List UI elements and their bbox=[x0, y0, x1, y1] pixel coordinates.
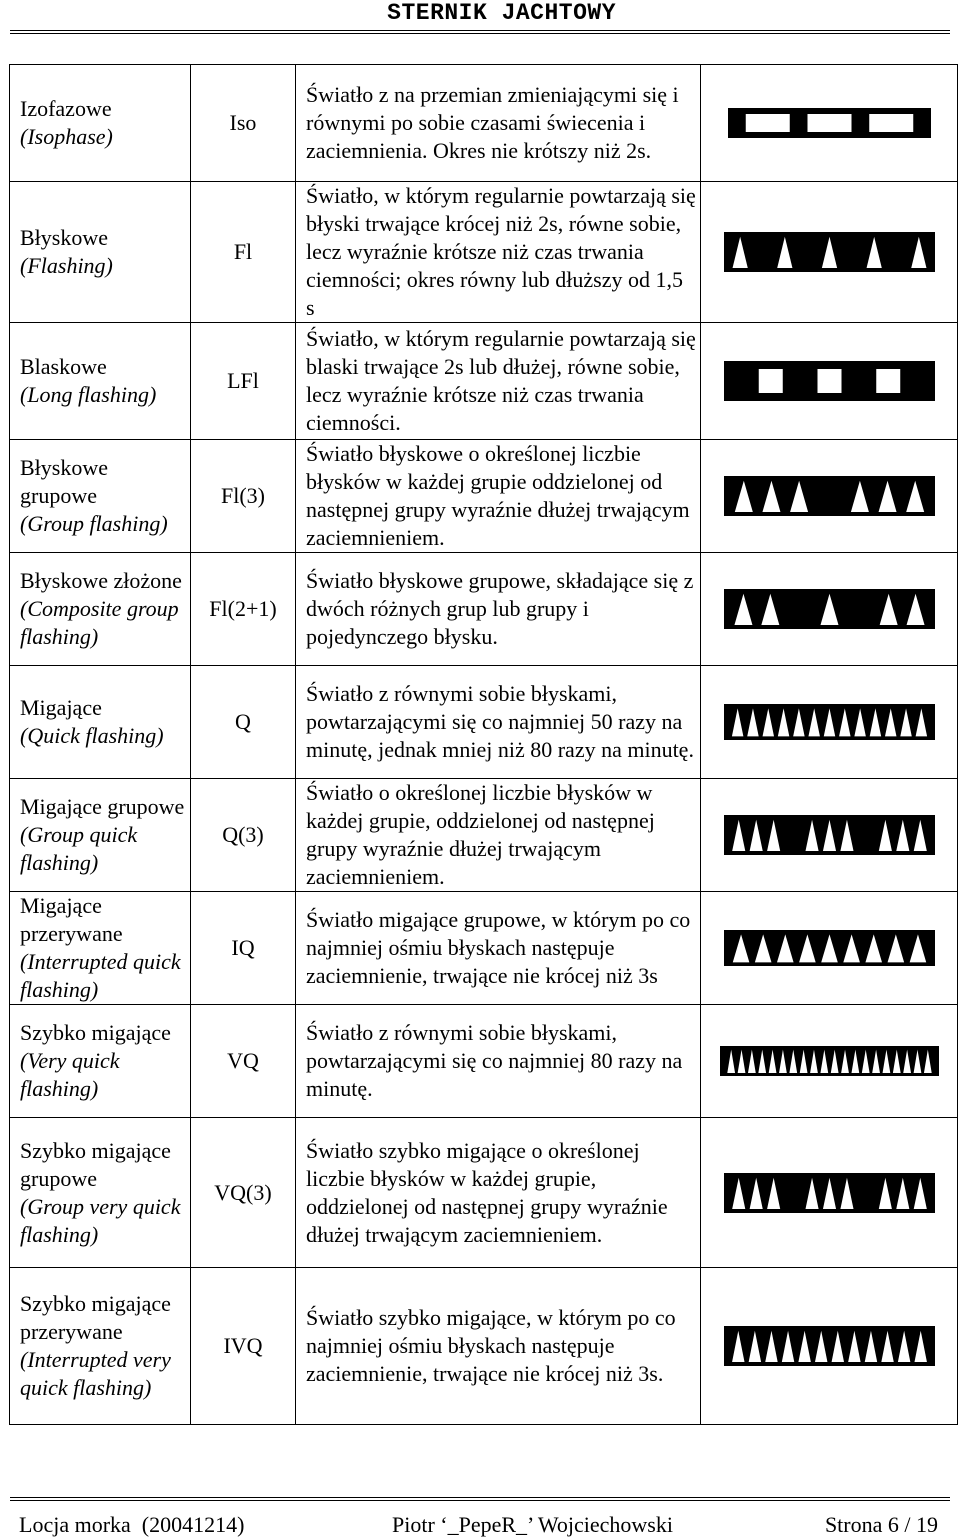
flash-mark bbox=[822, 1177, 835, 1208]
light-name-cell bbox=[10, 1268, 191, 1425]
flash-mark bbox=[831, 1331, 843, 1362]
light-pattern-graphic bbox=[724, 1326, 935, 1366]
flash-mark bbox=[779, 1050, 787, 1073]
light-pattern-cell bbox=[701, 1118, 958, 1268]
table-row bbox=[10, 323, 958, 440]
flash-mark bbox=[903, 1050, 911, 1073]
table-row bbox=[10, 1268, 958, 1425]
light-name-cell bbox=[10, 1005, 191, 1118]
flash-mark bbox=[805, 820, 818, 851]
light-description: Światło błyskowe grupowe, składające się z dwóch różnych grup lub grupy i pojedynczego błysku. bbox=[296, 553, 701, 666]
table-row bbox=[10, 1005, 958, 1118]
flash-mark bbox=[737, 1050, 745, 1073]
flash-mark bbox=[909, 934, 926, 962]
light-pattern-white-squares-icon bbox=[724, 361, 935, 401]
footer-page-number: Strona 6 / 19 bbox=[824, 1512, 938, 1537]
table-row bbox=[10, 892, 958, 1005]
flash-mark bbox=[821, 934, 838, 962]
flash-mark bbox=[913, 1050, 921, 1073]
flash-mark bbox=[884, 708, 895, 736]
light-block-mark bbox=[869, 114, 913, 132]
flash-mark bbox=[748, 1331, 760, 1362]
flash-mark bbox=[747, 1050, 755, 1073]
light-name-english: (Composite group flashing) bbox=[20, 596, 179, 649]
light-name-english: (Very quick flashing) bbox=[20, 1048, 120, 1101]
light-abbreviation: IVQ bbox=[191, 1268, 296, 1425]
light-name-cell bbox=[10, 1118, 191, 1268]
flash-mark bbox=[761, 594, 779, 625]
flash-mark bbox=[781, 1331, 793, 1362]
light-abbreviation: Q(3) bbox=[191, 779, 296, 892]
light-characteristics-table bbox=[9, 64, 958, 1425]
flash-mark bbox=[841, 1050, 849, 1073]
flash-mark bbox=[872, 1050, 880, 1073]
flash-mark bbox=[732, 1331, 744, 1362]
flash-mark bbox=[732, 237, 747, 268]
table-row bbox=[10, 440, 958, 553]
flash-mark bbox=[727, 1050, 735, 1073]
light-pattern-graphic bbox=[720, 1046, 939, 1076]
header-title: STERNIK JACHTOWY bbox=[387, 0, 616, 26]
table-row bbox=[10, 182, 958, 323]
light-square-mark bbox=[817, 369, 841, 393]
light-pattern-graphic bbox=[724, 1173, 935, 1213]
flash-mark bbox=[864, 1331, 876, 1362]
flash-mark bbox=[810, 1050, 818, 1073]
flash-mark bbox=[878, 1177, 891, 1208]
flash-mark bbox=[854, 708, 865, 736]
light-name-cell bbox=[10, 892, 191, 1005]
flash-mark bbox=[914, 1331, 926, 1362]
flash-mark bbox=[808, 708, 819, 736]
flash-mark bbox=[840, 1177, 853, 1208]
flash-mark bbox=[881, 1331, 893, 1362]
flash-mark bbox=[906, 481, 924, 512]
light-description: Światło migające grupowe, w którym po co najmniej ośmiu błyskach następuje zaciemnienie, trwające nie krócej niż 3s bbox=[296, 892, 701, 1005]
flash-mark bbox=[843, 934, 860, 962]
flash-mark bbox=[869, 708, 880, 736]
flash-mark bbox=[923, 1050, 931, 1073]
light-name-english: (Group flashing) bbox=[20, 511, 168, 536]
light-name-cell bbox=[10, 65, 191, 182]
header-rule bbox=[10, 30, 950, 37]
flash-mark bbox=[861, 1050, 869, 1073]
light-pattern-white-triangles-icon bbox=[720, 1046, 939, 1076]
flash-mark bbox=[879, 594, 897, 625]
light-pattern-cell bbox=[701, 779, 958, 892]
flash-mark bbox=[820, 1050, 828, 1073]
light-pattern-cell bbox=[701, 666, 958, 779]
flash-mark bbox=[789, 1050, 797, 1073]
light-name-english: (Quick flashing) bbox=[20, 723, 164, 748]
flash-mark bbox=[805, 1177, 818, 1208]
light-pattern-graphic bbox=[728, 108, 931, 138]
light-pattern-graphic bbox=[724, 476, 935, 516]
light-name-polish: Błyskowe grupowe bbox=[20, 455, 108, 508]
footer-left: Locja morka (20041214) bbox=[19, 1512, 245, 1537]
flash-mark bbox=[799, 934, 816, 962]
flash-mark bbox=[840, 820, 853, 851]
flash-mark bbox=[830, 1050, 838, 1073]
light-abbreviation: LFl bbox=[191, 323, 296, 440]
light-pattern-white-rectangles-icon bbox=[728, 108, 931, 138]
light-name-cell bbox=[10, 440, 191, 553]
flash-mark bbox=[776, 934, 793, 962]
light-abbreviation: Fl(3) bbox=[191, 440, 296, 553]
light-name-polish: Błyskowe złożone bbox=[20, 568, 182, 593]
table-row bbox=[10, 1118, 958, 1268]
light-description: Światło szybko migające, w którym po co najmniej ośmiu błyskach następuje zaciemnienie, trwające nie krócej niż 3s. bbox=[296, 1268, 701, 1425]
light-abbreviation: Fl bbox=[191, 182, 296, 323]
light-pattern-white-triangles-icon bbox=[724, 1173, 935, 1213]
light-abbreviation: IQ bbox=[191, 892, 296, 1005]
flash-mark bbox=[814, 1331, 826, 1362]
light-name-polish: Migające grupowe bbox=[20, 794, 185, 819]
light-pattern-white-triangles-icon bbox=[724, 815, 935, 855]
flash-mark bbox=[896, 820, 909, 851]
light-pattern-cell bbox=[701, 440, 958, 553]
flash-mark bbox=[900, 708, 911, 736]
flash-mark bbox=[822, 820, 835, 851]
flash-mark bbox=[732, 1177, 745, 1208]
light-name-cell bbox=[10, 666, 191, 779]
light-name-polish: Szybko migające przerywane bbox=[20, 1291, 171, 1344]
light-pattern-cell bbox=[701, 1268, 958, 1425]
light-name-cell bbox=[10, 182, 191, 323]
flash-mark bbox=[911, 237, 926, 268]
flash-mark bbox=[896, 1177, 909, 1208]
flash-mark bbox=[762, 481, 780, 512]
table-row bbox=[10, 666, 958, 779]
flash-mark bbox=[866, 237, 881, 268]
flash-mark bbox=[767, 820, 780, 851]
flash-mark bbox=[731, 708, 742, 736]
light-description: Światło z na przemian zmieniającymi się i równymi po sobie czasami świecenia i zaciemnienia. Okres nie krótszy niż 2s. bbox=[296, 65, 701, 182]
light-description: Światło z równymi sobie błyskami, powtarzającymi się co najmniej 80 razy na minutę. bbox=[296, 1005, 701, 1118]
light-name-english: (Group quick flashing) bbox=[20, 822, 138, 875]
light-name-english: (Flashing) bbox=[20, 253, 113, 278]
footer-rule bbox=[10, 1497, 950, 1504]
light-name-polish: Blaskowe bbox=[20, 354, 107, 379]
light-name-polish: Izofazowe bbox=[20, 96, 112, 121]
table-row bbox=[10, 553, 958, 666]
light-name-polish: Migające przerywane bbox=[20, 893, 123, 946]
light-description: Światło błyskowe o określonej liczbie błysków w każdej grupie oddzielonej od następnej grupy wyraźnie dłużej trwającym zaciemnieniem. bbox=[296, 440, 701, 553]
light-name-polish: Szybko migające grupowe bbox=[20, 1137, 171, 1191]
light-square-mark bbox=[876, 369, 900, 393]
light-pattern-graphic bbox=[724, 815, 935, 855]
flash-mark bbox=[878, 820, 891, 851]
flash-mark bbox=[799, 1050, 807, 1073]
light-square-mark bbox=[758, 369, 782, 393]
light-pattern-white-triangles-icon bbox=[724, 1326, 935, 1366]
light-pattern-cell bbox=[701, 182, 958, 323]
flash-mark bbox=[878, 481, 896, 512]
flash-mark bbox=[749, 1177, 762, 1208]
light-pattern-cell bbox=[701, 1005, 958, 1118]
flash-mark bbox=[793, 708, 804, 736]
flash-mark bbox=[820, 594, 838, 625]
flash-mark bbox=[839, 708, 850, 736]
light-abbreviation: VQ bbox=[191, 1005, 296, 1118]
flash-mark bbox=[768, 1050, 776, 1073]
flash-mark bbox=[762, 708, 773, 736]
flash-mark bbox=[882, 1050, 890, 1073]
flash-mark bbox=[767, 1177, 780, 1208]
page-footer bbox=[0, 1492, 960, 1540]
light-pattern-cell bbox=[701, 553, 958, 666]
flash-mark bbox=[732, 820, 745, 851]
flash-mark bbox=[850, 481, 868, 512]
flash-mark bbox=[848, 1331, 860, 1362]
light-name-english: (Long flashing) bbox=[20, 382, 157, 407]
flash-mark bbox=[790, 481, 808, 512]
light-description: Światło, w którym regularnie powtarzają się blaski trwające 2s lub dłużej, równe sobie, lecz wyraźnie krótsze niż czas trwania ciemności. bbox=[296, 323, 701, 440]
flash-mark bbox=[821, 237, 836, 268]
light-name-polish: Szybko migające bbox=[20, 1020, 171, 1045]
flash-mark bbox=[758, 1050, 766, 1073]
light-abbreviation: VQ(3) bbox=[191, 1118, 296, 1268]
flash-mark bbox=[897, 1331, 909, 1362]
light-description: Światło, w którym regularnie powtarzają się błyski trwające krócej niż 2s, równe sobie, lecz wyraźnie krótsze niż czas trwania ciemności; okres równy lub dłuższy od 1,5 s bbox=[296, 182, 701, 323]
light-pattern-cell bbox=[701, 65, 958, 182]
light-pattern-graphic bbox=[724, 232, 935, 272]
light-name-cell bbox=[10, 779, 191, 892]
flash-mark bbox=[754, 934, 771, 962]
table-row bbox=[10, 779, 958, 892]
light-pattern-white-triangles-icon bbox=[724, 589, 935, 629]
flash-mark bbox=[892, 1050, 900, 1073]
flash-mark bbox=[823, 708, 834, 736]
light-abbreviation: Q bbox=[191, 666, 296, 779]
flash-mark bbox=[865, 934, 882, 962]
light-name-english: (Isophase) bbox=[20, 124, 113, 149]
light-pattern-graphic bbox=[724, 589, 935, 629]
flash-mark bbox=[732, 934, 749, 962]
light-pattern-graphic bbox=[724, 704, 935, 740]
light-description: Światło szybko migające o określonej liczbie błysków w każdej grupie, oddzielonej od następnej grupy wyraźnie dłużej trwającym zaciemnieniem. bbox=[296, 1118, 701, 1268]
light-pattern-graphic bbox=[724, 930, 935, 966]
flash-mark bbox=[851, 1050, 859, 1073]
light-pattern-cell bbox=[701, 892, 958, 1005]
flash-mark bbox=[913, 820, 926, 851]
flash-mark bbox=[777, 237, 792, 268]
light-description: Światło z równymi sobie błyskami, powtarzającymi się co najmniej 50 razy na minutę, jednak mniej niż 80 razy na minutę. bbox=[296, 666, 701, 779]
light-block-mark bbox=[807, 114, 851, 132]
light-name-english: (Interrupted very quick flashing) bbox=[20, 1347, 171, 1400]
light-name-cell bbox=[10, 553, 191, 666]
flash-mark bbox=[734, 481, 752, 512]
page-header bbox=[0, 0, 960, 40]
light-name-english: (Interrupted quick flashing) bbox=[20, 949, 181, 1002]
light-name-polish: Migające bbox=[20, 695, 102, 720]
flash-mark bbox=[777, 708, 788, 736]
flash-mark bbox=[798, 1331, 810, 1362]
flash-mark bbox=[887, 934, 904, 962]
table-body bbox=[10, 65, 958, 1425]
light-abbreviation: Fl(2+1) bbox=[191, 553, 296, 666]
flash-mark bbox=[913, 1177, 926, 1208]
light-description: Światło o określonej liczbie błysków w każdej grupie, oddzielonej od następnej grupy wyraźnie dłużej trwającym zaciemnieniem. bbox=[296, 779, 701, 892]
light-pattern-white-triangles-icon bbox=[724, 232, 935, 272]
flash-mark bbox=[765, 1331, 777, 1362]
light-pattern-white-triangles-icon bbox=[724, 476, 935, 516]
table-row bbox=[10, 65, 958, 182]
light-pattern-white-triangles-icon bbox=[724, 930, 935, 966]
flash-mark bbox=[915, 708, 926, 736]
light-pattern-cell bbox=[701, 323, 958, 440]
flash-mark bbox=[906, 594, 924, 625]
light-name-english: (Group very quick flashing) bbox=[20, 1193, 181, 1247]
flash-mark bbox=[749, 820, 762, 851]
flash-mark bbox=[747, 708, 758, 736]
flash-mark bbox=[734, 594, 752, 625]
light-abbreviation: Iso bbox=[191, 65, 296, 182]
footer-author: Piotr ‘_PepeR_’ Wojciechowski bbox=[392, 1512, 673, 1537]
light-name-polish: Błyskowe bbox=[20, 225, 108, 250]
light-pattern-graphic bbox=[724, 361, 935, 401]
light-pattern-white-triangles-icon bbox=[724, 704, 935, 740]
light-block-mark bbox=[745, 114, 789, 132]
light-name-cell bbox=[10, 323, 191, 440]
